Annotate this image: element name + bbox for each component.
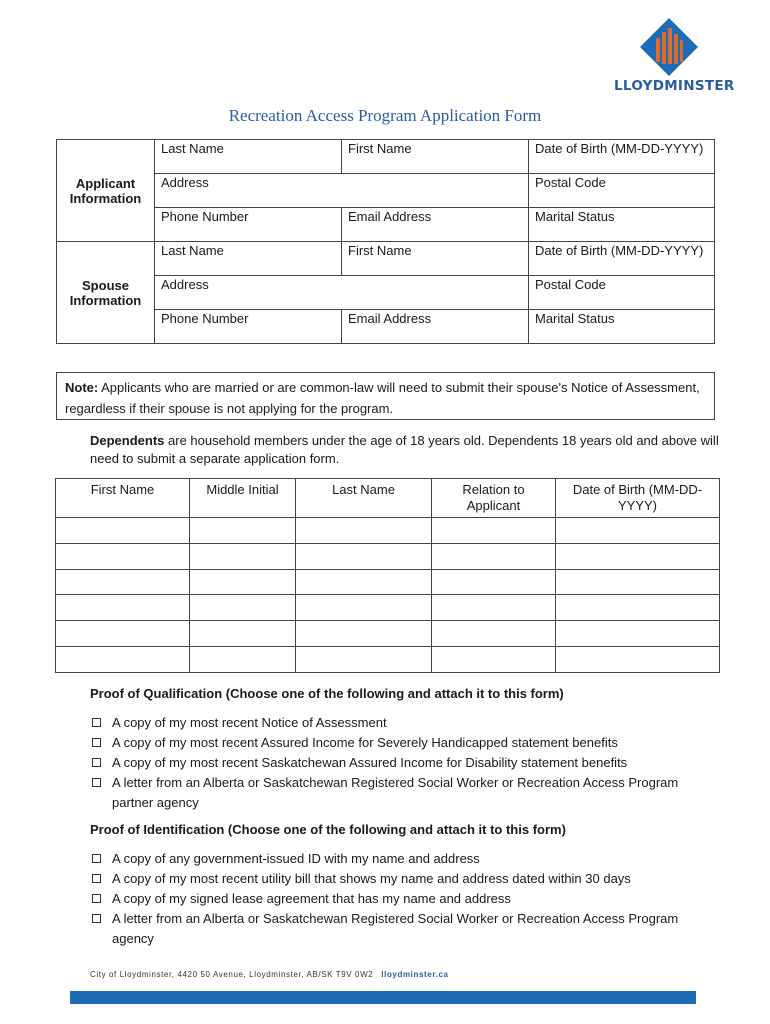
- qualification-option: [92, 753, 712, 773]
- dependent-last-name-cell[interactable]: [296, 646, 432, 672]
- applicant-address-field[interactable]: Address: [155, 174, 529, 208]
- dependent-relation-cell[interactable]: [432, 569, 556, 595]
- spouse-email-field[interactable]: Email Address: [342, 310, 529, 344]
- spouse-section-label: Spouse Information: [57, 242, 155, 344]
- spouse-marital-status-field[interactable]: Marital Status: [529, 310, 715, 344]
- qualification-heading: Proof of Qualification (Choose one of the following and attach it to this form): [90, 686, 564, 701]
- spouse-dob-field[interactable]: Date of Birth (MM-DD-YYYY): [529, 242, 715, 276]
- dependent-middle-initial-cell[interactable]: [190, 646, 296, 672]
- checkbox[interactable]: [92, 778, 101, 787]
- identification-list: [92, 849, 712, 949]
- dependent-first-name-cell[interactable]: [56, 569, 190, 595]
- dependent-first-name-cell[interactable]: [56, 543, 190, 569]
- note-text: Applicants who are married or are common-law will need to submit their spouse's Notice of Assessment, regardless if their spouse is not applying for the program.: [65, 380, 700, 416]
- spouse-row-1: [57, 242, 715, 276]
- col-middle-initial: Middle Initial: [190, 479, 296, 518]
- dependent-row: [56, 595, 720, 621]
- col-last-name: Last Name: [296, 479, 432, 518]
- applicant-row-1: [57, 140, 715, 174]
- dependents-table: [55, 478, 720, 673]
- identification-option: [92, 909, 712, 949]
- dependent-last-name-cell[interactable]: [296, 621, 432, 647]
- dependent-dob-cell[interactable]: [556, 518, 720, 544]
- spouse-phone-field[interactable]: Phone Number: [155, 310, 342, 344]
- dependent-middle-initial-cell[interactable]: [190, 621, 296, 647]
- identification-option: [92, 849, 712, 869]
- checkbox[interactable]: [92, 894, 101, 903]
- dependent-last-name-cell[interactable]: [296, 569, 432, 595]
- footer-bar: [70, 991, 696, 1004]
- col-first-name: First Name: [56, 479, 190, 518]
- spouse-row-2: [57, 276, 715, 310]
- dependent-dob-cell[interactable]: [556, 569, 720, 595]
- qualification-option: [92, 773, 712, 813]
- dependents-label: Dependents: [90, 433, 165, 448]
- option-label: A letter from an Alberta or Saskatchewan Registered Social Worker or Recreation Access Program agency: [112, 911, 679, 946]
- dependent-row: [56, 646, 720, 672]
- option-label: A copy of my most recent Assured Income for Severely Handicapped statement benefits: [112, 735, 618, 750]
- spouse-postal-code-field[interactable]: Postal Code: [529, 276, 715, 310]
- spouse-row-3: [57, 310, 715, 344]
- applicant-spouse-table: [56, 139, 715, 344]
- dependent-relation-cell[interactable]: [432, 518, 556, 544]
- dependents-description: [90, 432, 720, 468]
- dependent-relation-cell[interactable]: [432, 543, 556, 569]
- note-label: Note:: [65, 380, 99, 395]
- dependent-row: [56, 621, 720, 647]
- applicant-first-name-field[interactable]: First Name: [342, 140, 529, 174]
- dependent-relation-cell[interactable]: [432, 595, 556, 621]
- qualification-option: [92, 733, 712, 753]
- identification-option: [92, 869, 712, 889]
- checkbox[interactable]: [92, 854, 101, 863]
- applicant-phone-field[interactable]: Phone Number: [155, 208, 342, 242]
- footer-address: City of Lloydminster, 4420 50 Avenue, Lloydminster, AB/SK T9V 0W2: [90, 970, 374, 979]
- dependent-first-name-cell[interactable]: [56, 518, 190, 544]
- lloydminster-logo: [614, 18, 735, 96]
- note-box: [56, 372, 715, 420]
- dependent-last-name-cell[interactable]: [296, 518, 432, 544]
- dependent-first-name-cell[interactable]: [56, 621, 190, 647]
- dependent-dob-cell[interactable]: [556, 646, 720, 672]
- dependent-relation-cell[interactable]: [432, 646, 556, 672]
- applicant-last-name-field[interactable]: Last Name: [155, 140, 342, 174]
- dependent-relation-cell[interactable]: [432, 621, 556, 647]
- checkbox[interactable]: [92, 718, 101, 727]
- dependent-row: [56, 569, 720, 595]
- applicant-row-3: [57, 208, 715, 242]
- city-logo-icon: [640, 18, 698, 76]
- dependent-dob-cell[interactable]: [556, 621, 720, 647]
- dependents-text: are household members under the age of 18 years old. Dependents 18 years old and above will need to submit a separate application form.: [90, 433, 719, 466]
- col-relation: Relation to Applicant: [432, 479, 556, 518]
- option-label: A letter from an Alberta or Saskatchewan Registered Social Worker or Recreation Access Program partner agency: [112, 775, 679, 810]
- dependent-dob-cell[interactable]: [556, 595, 720, 621]
- identification-option: [92, 889, 712, 909]
- col-date-of-birth: Date of Birth (MM-DD-YYYY): [556, 479, 720, 518]
- dependent-middle-initial-cell[interactable]: [190, 543, 296, 569]
- dependent-middle-initial-cell[interactable]: [190, 569, 296, 595]
- dependent-first-name-cell[interactable]: [56, 646, 190, 672]
- checkbox[interactable]: [92, 914, 101, 923]
- option-label: A copy of any government-issued ID with my name and address: [112, 851, 480, 866]
- applicant-row-2: [57, 174, 715, 208]
- footer: [90, 970, 449, 979]
- applicant-postal-code-field[interactable]: Postal Code: [529, 174, 715, 208]
- dependent-dob-cell[interactable]: [556, 543, 720, 569]
- spouse-last-name-field[interactable]: Last Name: [155, 242, 342, 276]
- checkbox[interactable]: [92, 874, 101, 883]
- option-label: A copy of my signed lease agreement that has my name and address: [112, 891, 511, 906]
- form-title: Recreation Access Program Application Form: [228, 106, 542, 125]
- identification-heading: Proof of Identification (Choose one of the following and attach it to this form): [90, 822, 566, 837]
- spouse-first-name-field[interactable]: First Name: [342, 242, 529, 276]
- applicant-dob-field[interactable]: Date of Birth (MM-DD-YYYY): [529, 140, 715, 174]
- applicant-email-field[interactable]: Email Address: [342, 208, 529, 242]
- option-label: A copy of my most recent Notice of Assessment: [112, 715, 387, 730]
- spouse-address-field[interactable]: Address: [155, 276, 529, 310]
- dependent-last-name-cell[interactable]: [296, 543, 432, 569]
- qualification-list: [92, 713, 712, 813]
- dependent-middle-initial-cell[interactable]: [190, 518, 296, 544]
- checkbox[interactable]: [92, 738, 101, 747]
- dependent-first-name-cell[interactable]: [56, 595, 190, 621]
- applicant-marital-status-field[interactable]: Marital Status: [529, 208, 715, 242]
- dependents-header-row: [56, 479, 720, 518]
- applicant-section-label: Applicant Information: [57, 140, 155, 242]
- option-label: A copy of my most recent Saskatchewan Assured Income for Disability statement benefits: [112, 755, 628, 770]
- footer-website-link[interactable]: lloydminster.ca: [381, 970, 449, 979]
- dependent-row: [56, 518, 720, 544]
- dependent-row: [56, 543, 720, 569]
- dependent-last-name-cell[interactable]: [296, 595, 432, 621]
- dependent-middle-initial-cell[interactable]: [190, 595, 296, 621]
- option-label: A copy of my most recent utility bill that shows my name and address dated within 30 days: [112, 871, 631, 886]
- logo-wordmark: LLOYDMINSTER: [614, 78, 735, 94]
- checkbox[interactable]: [92, 758, 101, 767]
- qualification-option: [92, 713, 712, 733]
